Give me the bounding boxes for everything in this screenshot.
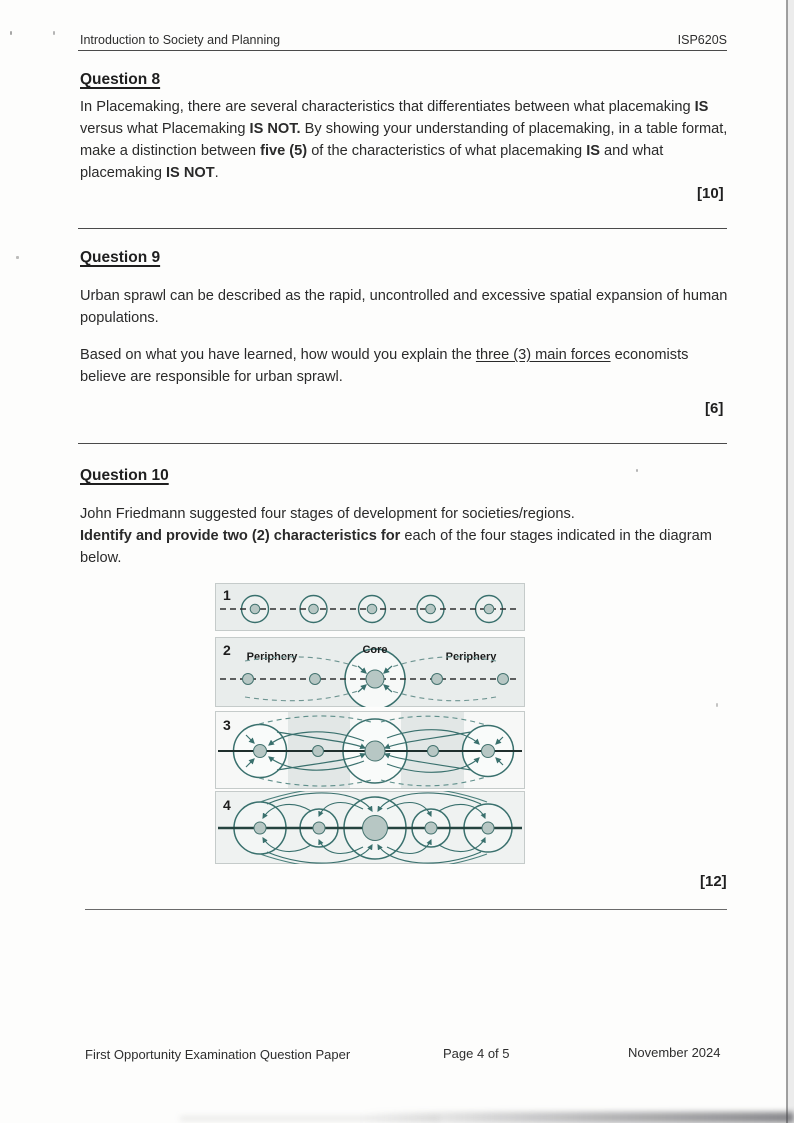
q10-bold: Identify and provide two (2) characteristics for — [80, 528, 401, 544]
question-9-paragraph-1: Urban sprawl can be described as the rapid, uncontrolled and excessive spatial expansion of human populations. — [80, 288, 728, 326]
question-10-heading: Question 10 — [80, 467, 169, 484]
question-10-marks: [12] — [700, 873, 727, 890]
stage-4-number: 4 — [223, 797, 231, 813]
question-8-marks: [10] — [697, 185, 724, 202]
question-9-marks: [6] — [705, 400, 724, 417]
q8-text: versus what Placemaking — [80, 121, 250, 137]
scan-edge-fill — [787, 0, 794, 1123]
question-9-heading: Question 9 — [80, 249, 161, 266]
q10-text: each of the four stages indicated in the diagram below. — [80, 528, 712, 566]
q8-text: and what placemaking — [80, 143, 664, 181]
question-9-paragraph-2 — [80, 344, 732, 388]
friedmann-stages-diagram — [215, 583, 525, 864]
footer-page-number: Page 4 of 5 — [443, 1046, 510, 1061]
q9-text: Based on what you have learned, how would you explain the — [80, 347, 476, 363]
q10-line1: John Friedmann suggested four stages of development for societies/regions. — [80, 506, 575, 522]
stage-3-number: 3 — [223, 717, 231, 733]
footer-paper-title: First Opportunity Examination Question Paper — [85, 1047, 351, 1062]
question-8-heading: Question 8 — [80, 71, 161, 88]
q9-underlined: three (3) main forces — [475, 347, 611, 363]
stage-3-panel — [215, 711, 525, 789]
q9-text: economists believe are responsible for urban sprawl. — [80, 347, 689, 385]
page-header — [80, 33, 727, 47]
q8-text: . — [214, 165, 219, 181]
header-course-title: Introduction to Society and Planning — [80, 33, 281, 47]
footer-date: November 2024 — [628, 1045, 721, 1060]
periphery-left-label: Periphery — [246, 651, 298, 663]
q8-bold: IS NOT — [166, 165, 215, 181]
scan-edge-line — [786, 0, 788, 1123]
end-rule — [85, 909, 727, 910]
stage-2-panel — [215, 637, 525, 707]
question-10-body — [80, 503, 732, 569]
scan-bottom-smudge — [180, 1116, 440, 1121]
section-rule — [78, 443, 727, 444]
core-label: Core — [362, 644, 388, 656]
section-rule — [78, 228, 727, 229]
q8-text: By showing your understanding of placemaking, in a table format, make a distinction between — [80, 121, 728, 159]
header-course-code: ISP620S — [677, 33, 727, 47]
scan-speck — [636, 469, 638, 472]
stage-2-number: 2 — [223, 642, 231, 658]
scan-speck — [10, 31, 12, 35]
stage-1-panel — [215, 583, 525, 631]
header-rule — [78, 50, 727, 51]
stage-1-number: 1 — [223, 587, 231, 603]
question-8-body — [80, 96, 732, 184]
q8-bold: IS — [694, 99, 709, 115]
periphery-right-label: Periphery — [445, 651, 497, 663]
q8-bold: IS — [586, 143, 600, 159]
q8-text: of the characteristics of what placemaking — [307, 143, 587, 159]
q8-bold: five (5) — [260, 143, 308, 159]
scan-speck — [53, 31, 55, 35]
scan-speck — [716, 703, 718, 707]
stage-4-panel — [215, 791, 525, 864]
q8-text: In Placemaking, there are several characteristics that differentiates between what placemaking — [80, 99, 695, 115]
scan-speck — [16, 256, 19, 259]
q8-bold: IS NOT. — [249, 121, 301, 137]
